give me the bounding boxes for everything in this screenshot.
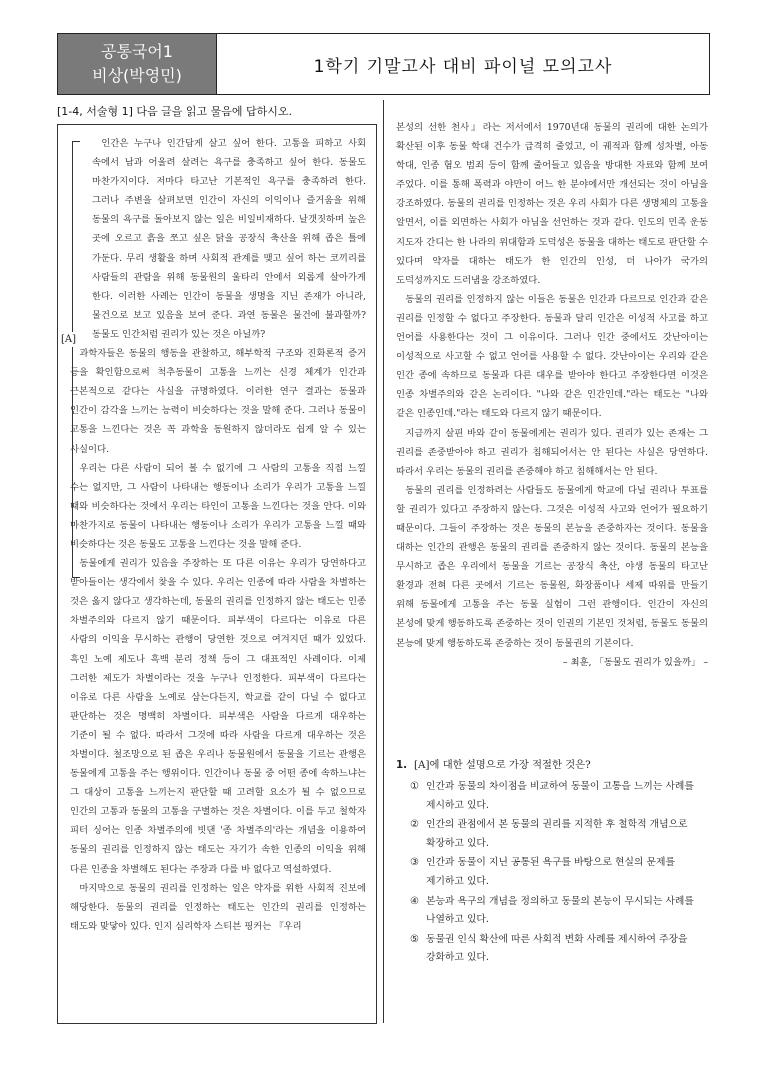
passage-box: [57, 124, 377, 1024]
choice-text: 본능과 욕구의 개념을 정의하고 동물의 본능이 무시되는 사례를 나열하고 있다.: [426, 895, 694, 926]
choice-5[interactable]: [410, 931, 708, 968]
block-a-bracket: [72, 141, 80, 578]
column-divider: [383, 100, 384, 1023]
passage-paragraph: 동물에게 권리가 있음을 주장하는 또 다른 이유는 우리가 당연하다고 받아들이는 생각에서 찾을 수 있다. 우리는 인종에 따라 사람을 차별하는 것은 옳지 않다고 생각하는데, 동물의 권리를 인정하지 않는 태도는 인종 차별주의와 다르지 않기 때문이다. 피부색이 다르다는 이유로 다른 사람의 이익을 무시하는 관행이 당연한 것으로 여겨지던 때가 있었다. 흑인 노예 제도나 흑백 분리 정책 등이 그 대표적인 사례이다. 이제 그러한 제도가 차별이라는 것을 누구나 인정한다. 피부색이 다르다는 이유로 다른 사람을 노예로 삼는다든지, 학교를 같이 다닐 수 없다고 판단하는 것은 명백히 차별이다. 피부색은 사람을 다르게 대우하는 기준이 될 수 없다. 따라서 그것에 따라 사람을 다르게 대우하는 것은 차별이다. 철조망으로 된 좁은 우리나 동물원에서 동물을 기르는 관행은 동물에게 고통을 주는 행위이다. 인간이나 동물 중 어떤 종에 속하느냐는 그 대상이 고통을 느끼는지 판단할 때 고려할 요소가 될 수 없으므로 인간의 고통과 동물의 고통을 구별하는 것은 차별이다. 이를 두고 철학자 피터 싱어는 인종 차별주의에 빗댄 '종 차별주의'라는 개념을 이용하여 동물의 권리를 인정하지 않는 태도는 자기가 속한 인종의 이익을 위해 다른 인종을 차별해도 된다는 주장과 다를 바 없다고 역설하였다.: [70, 558, 366, 875]
choice-3[interactable]: [410, 854, 708, 891]
subject-name: 공통국어1: [100, 42, 173, 61]
choice-text: 인간의 관점에서 본 동물의 권리를 지적한 후 철학적 개념으로 확장하고 있다.: [426, 819, 688, 849]
question-stem: [396, 756, 708, 774]
passage-paragraph-a: 인간은 누구나 인간답게 살고 싶어 한다. 고통을 피하고 사회 속에서 남과 어울려 살려는 욕구를 충족하고 싶어 한다. 동물도 마찬가지이다. 저마다 타고난 기본적인 욕구를 충족하려 한다. 그러나 주변을 살펴보면 인간이 자신의 이익이나 즐거움을 위해 동물의 욕구를 돌아보지 않는 일은 비일비재하다. 날갯짓하며 높은 곳에 오르고 흙을 쪼고 싶은 닭을 공장식 축산을 위해 좁은 틀에 가둔다. 무리 생활을 하며 사회적 관계를 맺고 싶어 하는 코끼리를 사람들의 관람을 위해 동물원의 울타리 안에서 외롭게 살아가게 한다. 이러한 사례는 인간이 동물을 생명을 지닌 존재가 아니라, 물건으로 보고 있음을 보여 준다. 과연 동물은 물건에 불과할까? 동물도 인간처럼 권리가 있는 것은 아닐까?: [92, 138, 366, 340]
passage-right-text: [396, 118, 708, 672]
question-instruction: [1-4, 서술형 1] 다음 글을 읽고 물음에 답하시오.: [57, 105, 293, 118]
passage-source: – 최훈, 「동물도 권리가 있을까」 –: [562, 656, 708, 668]
choice-1[interactable]: [410, 778, 708, 815]
choice-marker: ⑤: [410, 933, 419, 945]
subject-box: [58, 34, 217, 94]
passage-paragraph: 마지막으로 동물의 권리를 인정하는 일은 약자를 위한 사회적 진보에 해당한다. 동물의 권리를 인정하는 태도는 인간의 권리를 인정하는 태도와 맞닿아 있다. 인지 심리학자 스티븐 핑커는 『우리: [70, 882, 366, 932]
block-a-label: [A]: [61, 334, 77, 345]
passage-paragraph: 지금까지 살핀 바와 같이 동물에게는 권리가 있다. 권리가 있는 존재는 그 권리를 존중받아야 하고 권리가 침해되어서는 안 된다는 사실은 당연하다. 따라서 우리는 동물의 권리를 존중해야 하고 침해해서는 안 된다.: [396, 427, 708, 477]
question-text: [A]에 대한 설명으로 가장 적절한 것은?: [414, 759, 591, 771]
exam-title: 1학기 기말고사 대비 파이널 모의고사: [313, 56, 613, 77]
textbook-publisher: 비상(박영민): [92, 66, 182, 85]
exam-header: [57, 33, 710, 95]
choice-marker: ①: [410, 781, 419, 792]
left-column: [57, 104, 377, 932]
choice-marker: ③: [410, 857, 419, 869]
choice-text: 인간과 동물의 차이점을 비교하여 동물이 고통을 느끼는 사례를 제시하고 있다.: [426, 781, 694, 811]
choice-list: [410, 778, 708, 968]
passage-left-inner: [61, 134, 366, 936]
choice-marker: ②: [410, 819, 419, 831]
question-number: 1.: [396, 759, 408, 771]
passage-block-a: [61, 134, 366, 345]
passage-paragraph: 본성의 선한 천사』라는 저서에서 1970년대 동물의 권리에 대한 논의가 확산된 이후 동물 학대 건수가 급격히 줄었고, 이 궤적과 함께 성차별, 아동 학대, 인종 혐오 범죄 등이 함께 줄어들고 있음을 방대한 자료와 함께 보여 주었다. 이를 통해 폭력과 야만이 어느 한 분야에서만 개선되는 것이 아님을 강조하였다. 동물의 권리를 인정하는 것은 우리 사회가 다른 생명체의 고통을 알면서, 이를 외면하는 사회가 아님을 선언하는 것과 같다. 인도의 민족 운동 지도자 간디는 한 나라의 위대함과 도덕성은 동물을 대하는 태도로 판단할 수 있다며 약자를 대하는 태도가 한 인간의 인성, 더 나아가 국가의 도덕성까지도 드러냄을 강조하였다.: [396, 122, 708, 286]
right-column: [396, 118, 708, 672]
choice-2[interactable]: [410, 816, 708, 853]
passage-paragraph: 동물의 권리를 인정하려는 사람들도 동물에게 학교에 다닐 권리나 투표를 할 권리가 있다고 주장하지 않는다. 그것은 이성적 사고와 언어가 필요하기 때문이다. 그들이 주장하는 것은 동물의 본능을 존중하자는 것이다. 동물을 대하는 인간의 관행은 동물의 권리를 존중하지 않는 것이다. 동물의 본능을 무시하고 좁은 우리에서 동물을 기르는 공장식 축산, 야생 동물의 타고난 환경과 전혀 다른 곳에서 기르는 동물원, 화장품이나 세제 따위를 만들기 위해 동물에게 고통을 주는 동물 실험이 그런 관행이다. 인간이 자신의 본성에 맞게 행동하도록 존중하는 것이 인권의 기본인 것처럼, 동물도 동물의 본능에 맞게 행동하도록 존중하는 것이 동물권의 기본이다.: [396, 484, 708, 649]
passage-paragraph: 과학자들은 동물의 행동을 관찰하고, 해부학적 구조와 진화론적 증거 등을 확인함으로써 척추동물이 고통을 느끼는 신경 체계가 인간과 근본적으로 같다는 사실을 규명하였다. 이러한 연구 결과는 동물과 인간이 감각을 느끼는 능력이 비슷하다는 것을 말해 준다. 그러나 동물이 고통을 느낀다는 것은 꼭 과학을 동원하지 않더라도 쉽게 알 수 있는 사실이다.: [70, 348, 366, 455]
passage-paragraph: 동물의 권리를 인정하지 않는 이들은 동물은 인간과 다르므로 인간과 같은 권리를 인정할 수 없다고 주장한다. 동물과 달리 인간은 이성적 사고를 하고 언어를 사용한다는 것이 그 이유이다. 그러나 인간 중에서도 갓난아이는 이성적으로 사고할 수 없고 언어를 사용할 수 없다. 갓난아이는 우리와 같은 인간 종에 속하므로 동물과 다른 대우를 받아야 한다고 주장한다면 이것은 인종 차별주의와 같은 논리이다. "나와 같은 인간인데."라는 태도는 "나와 같은 인종인데."라는 태도와 다르지 않기 때문이다.: [396, 293, 708, 420]
choice-marker: ④: [410, 895, 419, 907]
question-1: [396, 756, 708, 969]
choice-text: 동물권 인식 확산에 따른 사회적 변화 사례를 제시하여 주장을 강화하고 있다.: [426, 933, 688, 964]
choice-4[interactable]: [410, 893, 708, 930]
choice-text: 인간과 동물이 지닌 공통된 욕구를 바탕으로 현실의 문제를 제기하고 있다.: [426, 857, 675, 887]
passage-paragraph: 우리는 다른 사람이 되어 볼 수 없기에 그 사람의 고통을 직접 느낄 수는 없지만, 그 사람이 나타내는 행동이나 소리가 우리가 고통을 느낄 때와 비슷하다는 것에서 우리는 타인이 고통을 느낀다는 것을 안다. 이와 마찬가지로 동물이 나타내는 행동이나 소리가 우리가 고통을 느낄 때와 비슷하다는 것은 동물도 고통을 느낀다는 것을 말해 준다.: [70, 462, 366, 550]
